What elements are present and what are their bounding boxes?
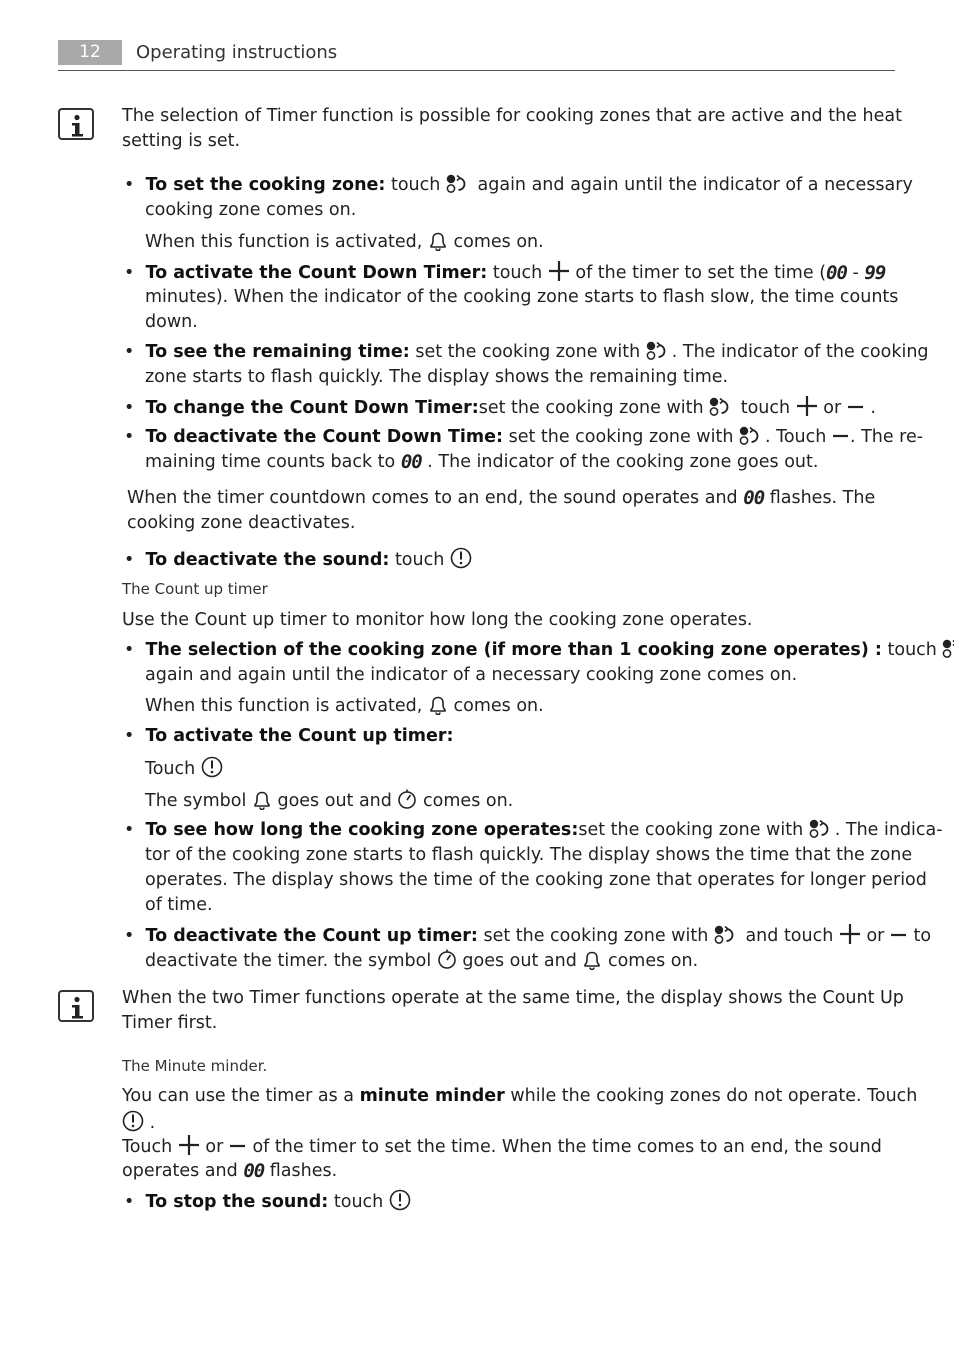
item-text: - <box>852 263 859 283</box>
paragraph-text: flashes. <box>269 1161 338 1181</box>
item-text-line <box>145 450 818 475</box>
cooking-zone-select-icon <box>714 925 740 945</box>
item-label: To activate the Count up timer: <box>145 726 454 746</box>
item-label: To see the remaining time: <box>145 342 410 362</box>
paragraph-text: When the timer countdown comes to an end, the sound operates and <box>127 488 738 508</box>
item-text: and touch <box>745 926 834 946</box>
item-text: minutes). When the indicator of the cooking zone starts to flash slow, the time counts <box>145 287 899 307</box>
item-text: Touch <box>145 759 196 779</box>
bullet: • <box>124 820 135 840</box>
info-text-line: setting is set. <box>122 131 241 151</box>
item-label: To see how long the cooking zone operates: <box>145 820 579 840</box>
info-text-line: When the two Timer functions operate at the same time, the display shows the Count Up <box>122 988 904 1008</box>
bullet: • <box>124 398 135 418</box>
item-text: operates. The display shows the time of the cooking zone that operates for longer period <box>145 870 927 890</box>
item-text: zone starts to flash quickly. The display shows the remaining time. <box>145 367 729 387</box>
info-icon <box>58 990 94 1022</box>
item-text: . The indicator of the cooking zone goes out. <box>427 452 819 472</box>
cooking-zone-select-icon <box>646 341 672 361</box>
item-text: . The indicator of the cooking <box>671 342 929 362</box>
bullet: • <box>124 640 135 660</box>
item-text: of the timer to set the time ( <box>575 263 827 283</box>
bullet: • <box>124 726 135 746</box>
item-text: set the cooking zone with <box>415 342 641 362</box>
bullet: • <box>124 427 135 447</box>
item-text: When this function is activated, <box>145 696 423 716</box>
item-label: To deactivate the sound: <box>145 550 390 570</box>
stopwatch-icon <box>437 948 457 970</box>
item-text: . The indica- <box>834 820 943 840</box>
item-text: maining time counts back to <box>145 452 396 472</box>
paragraph-text: operates and <box>122 1161 238 1181</box>
plus-icon <box>548 260 570 282</box>
item-text: or <box>866 926 885 946</box>
list-item <box>124 1189 411 1215</box>
item-text: set the cooking zone with <box>508 427 734 447</box>
section-heading: The Minute minder. <box>122 1057 268 1075</box>
item-label: To activate the Count Down Timer: <box>145 263 488 283</box>
paragraph-text: flashes. The <box>769 488 876 508</box>
display-digits: 99 <box>864 262 886 284</box>
list-item <box>124 818 943 843</box>
plus-icon <box>839 923 861 945</box>
bell-icon <box>428 695 448 715</box>
timer-icon <box>122 1110 144 1132</box>
item-text: down. <box>145 312 198 332</box>
list-item <box>124 724 454 749</box>
item-text: comes on. <box>453 696 544 716</box>
paragraph-text: . <box>149 1113 156 1133</box>
minus-icon <box>847 397 865 417</box>
minus-icon <box>229 1136 247 1156</box>
item-text: again and again until the indicator of a necessary <box>477 175 913 195</box>
item-label: To deactivate the Count up timer: <box>145 926 478 946</box>
paragraph-line <box>122 1084 917 1109</box>
display-digits: 00 <box>826 262 847 284</box>
item-text: set the cooking zone with <box>578 820 804 840</box>
list-item <box>124 173 913 198</box>
paragraph-line <box>122 1110 155 1136</box>
item-text: The symbol <box>145 791 247 811</box>
cooking-zone-select-icon <box>942 639 954 659</box>
item-text: comes on. <box>607 951 699 971</box>
item-text: . Touch <box>765 427 827 447</box>
item-text: cooking zone comes on. <box>145 200 357 220</box>
cooking-zone-select-icon <box>709 397 735 417</box>
list-item <box>124 260 885 286</box>
item-text: touch <box>492 263 543 283</box>
info-icon <box>58 108 94 140</box>
item-text: comes on. <box>423 791 514 811</box>
plus-icon <box>178 1134 200 1156</box>
bullet: • <box>124 342 135 362</box>
item-note <box>145 788 513 814</box>
cooking-zone-select-icon <box>739 426 765 446</box>
paragraph-line <box>122 1159 337 1184</box>
cooking-zone-select-icon <box>446 174 472 194</box>
minus-icon <box>890 925 908 945</box>
cooking-zone-select-icon <box>809 819 835 839</box>
item-text: comes on. <box>453 232 544 252</box>
item-label: To stop the sound: <box>145 1192 329 1212</box>
item-text: set the cooking zone with <box>483 926 709 946</box>
item-text: touch <box>390 175 441 195</box>
item-text: . The re- <box>849 427 924 447</box>
bullet: • <box>124 175 135 195</box>
list-item <box>124 340 929 365</box>
item-text: goes out and <box>462 951 577 971</box>
bell-icon <box>428 231 448 251</box>
bullet: • <box>124 550 135 570</box>
timer-icon <box>201 756 223 778</box>
info-text-line: The selection of Timer function is possible for cooking zones that are active and the heat <box>122 106 902 126</box>
item-label: To change the Count Down Timer: <box>145 398 479 418</box>
section-heading: The Count up timer <box>122 580 268 598</box>
list-item <box>124 547 472 573</box>
item-text: set the cooking zone with <box>478 398 704 418</box>
bullet: • <box>124 263 135 283</box>
item-note <box>145 230 544 255</box>
paragraph-text: Touch <box>122 1137 173 1157</box>
item-text: again and again until the indicator of a necessary cooking zone comes on. <box>145 665 798 685</box>
item-text: deactivate the timer. the symbol <box>145 951 432 971</box>
paragraph-text: of the timer to set the time. When the time comes to an end, the sound <box>252 1137 882 1157</box>
bullet: • <box>124 926 135 946</box>
page-header <box>58 40 895 71</box>
item-label: The selection of the cooking zone (if more than 1 cooking zone operates) : <box>145 640 882 660</box>
list-item <box>124 425 923 450</box>
timer-icon <box>450 547 472 569</box>
info-text-line: Timer first. <box>122 1013 218 1033</box>
item-text: touch <box>333 1192 384 1212</box>
item-text: of time. <box>145 895 213 915</box>
paragraph-text: or <box>205 1137 224 1157</box>
minus-icon <box>832 426 850 446</box>
item-text: . <box>870 398 876 418</box>
display-digits: 00 <box>400 451 422 473</box>
item-label: To deactivate the Count Down Time: <box>145 427 504 447</box>
item-text: or <box>823 398 842 418</box>
item-text: touch <box>740 398 791 418</box>
bullet: • <box>124 1192 135 1212</box>
item-text: tor of the cooking zone starts to flash quickly. The display shows the time that the zone <box>145 845 913 865</box>
item-text: When this function is activated, <box>145 232 423 252</box>
item-text: goes out and <box>277 791 392 811</box>
paragraph-line: cooking zone deactivates. <box>127 513 356 533</box>
item-note <box>145 694 544 719</box>
list-item <box>124 923 931 949</box>
display-digits: 00 <box>243 1160 265 1182</box>
item-text: touch <box>887 640 937 660</box>
bell-icon <box>582 950 602 970</box>
stopwatch-icon <box>397 788 417 810</box>
item-text: touch <box>394 550 445 570</box>
plus-icon <box>796 395 818 417</box>
paragraph-emphasis: minute minder <box>359 1086 505 1106</box>
paragraph-text: You can use the timer as a <box>122 1086 354 1106</box>
paragraph-line <box>127 486 875 511</box>
list-item <box>124 395 876 421</box>
page-title: Operating instructions <box>136 42 338 63</box>
paragraph-text: while the cooking zones do not operate. Touch <box>510 1086 918 1106</box>
item-text: to <box>913 926 932 946</box>
item-note <box>145 756 223 782</box>
item-label: To set the cooking zone: <box>145 175 386 195</box>
paragraph-line <box>122 1134 882 1160</box>
list-item <box>124 638 954 663</box>
bell-icon <box>252 790 272 810</box>
paragraph-line: Use the Count up timer to monitor how long the cooking zone operates. <box>122 610 753 630</box>
timer-icon <box>389 1189 411 1211</box>
page-number: 12 <box>58 40 122 65</box>
item-text-line <box>145 948 698 974</box>
display-digits: 00 <box>743 487 765 509</box>
